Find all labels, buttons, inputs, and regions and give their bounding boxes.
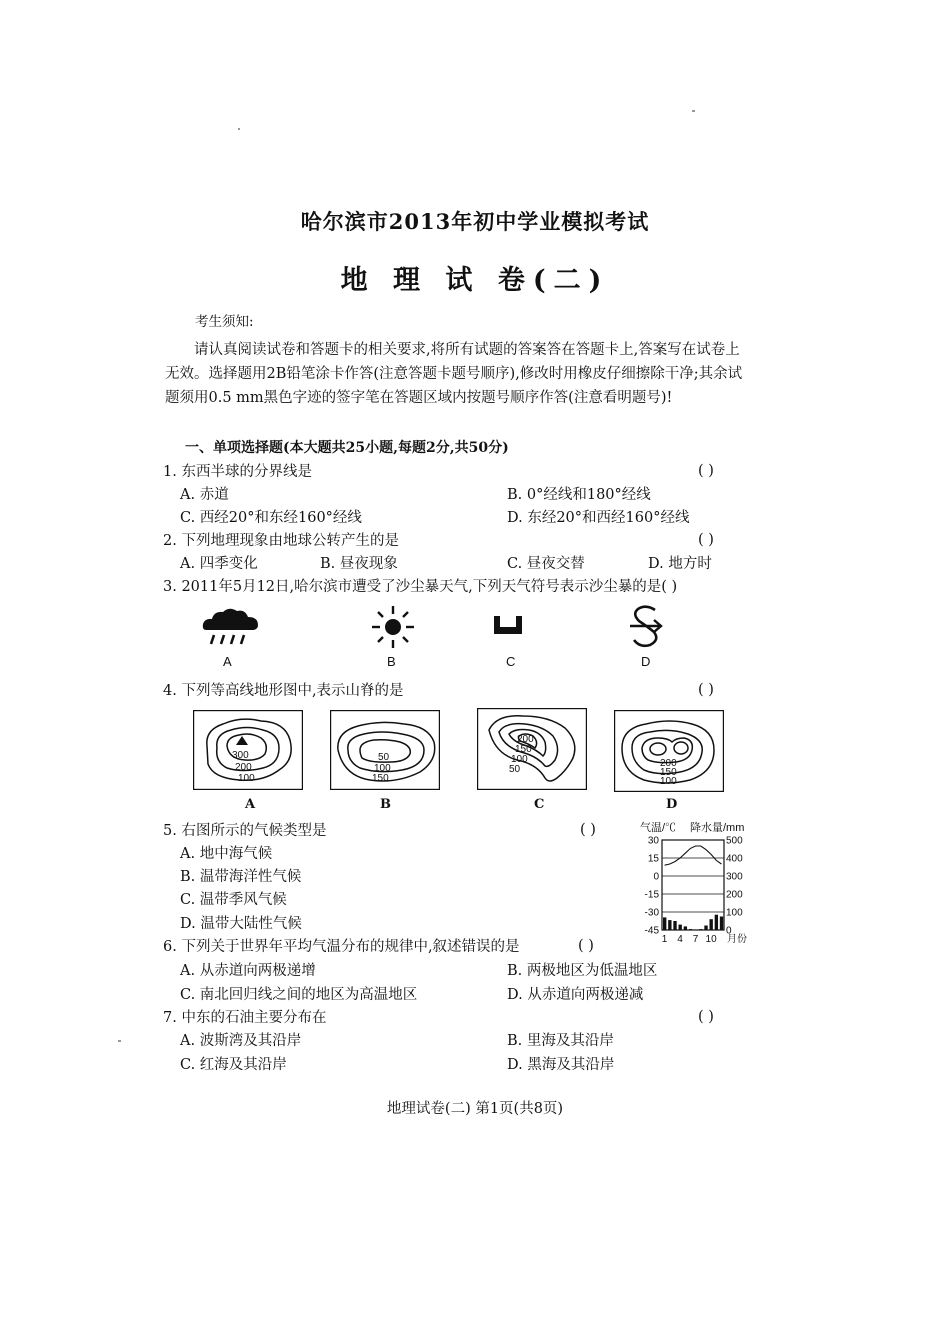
section-heading: 一、单项选择题(本大题共25小题,每题2分,共50分)	[185, 440, 509, 456]
contour-map-a	[193, 710, 303, 790]
map-d-label-100: 100	[660, 776, 677, 787]
map-c-label-100: 100	[511, 754, 528, 765]
precipitation-bar	[710, 919, 713, 930]
scan-speck	[692, 110, 695, 112]
chart-left-tick: 15	[647, 853, 659, 865]
map-c-label-50: 50	[509, 764, 521, 775]
chart-right-tick: 100	[726, 907, 743, 919]
q4-label-b: B	[380, 797, 391, 812]
precipitation-bar	[679, 925, 682, 930]
chart-left-tick: -15	[644, 889, 659, 901]
q6-option-a: A. 从赤道向两极递增	[180, 963, 316, 979]
q1-option-c: C. 西经20°和东经160°经线	[180, 510, 362, 526]
q2-answer-paren: ( )	[698, 532, 714, 548]
precipitation-bar	[715, 915, 718, 930]
precipitation-bar	[694, 929, 697, 930]
precipitation-bar	[684, 926, 687, 930]
precipitation-bar	[668, 920, 671, 930]
notice-text: 请认真阅读试卷和答题卡的相关要求,将所有试题的答案答在答题卡上,答案写在试卷上无效。选择题用2B铅笔涂卡作答(注意答题卡题号顺序),修改时用橡皮仔细擦除干净;其余试题须用0.5 mm黑色字迹的签字笔在答题区域内按题号顺序作答(注意看明题号)!	[165, 342, 743, 406]
q7-answer-paren: ( )	[698, 1009, 714, 1025]
chart-right-tick: 0	[726, 925, 732, 937]
q2-option-a: A. 四季变化	[180, 556, 258, 572]
q2-option-b: B. 昼夜现象	[320, 556, 398, 572]
map-b-label-50: 50	[378, 752, 390, 763]
chart-left-tick: 0	[653, 871, 659, 883]
notice-label: 考生须知:	[195, 314, 254, 330]
q2-option-c: C. 昼夜交替	[507, 556, 585, 572]
q6-option-b: B. 两极地区为低温地区	[507, 963, 658, 979]
precipitation-bar	[663, 917, 666, 930]
map-d-label-150: 150	[660, 767, 677, 778]
chart-right-tick: 200	[726, 889, 743, 901]
q4-stem: 4. 下列等高线地形图中,表示山脊的是	[163, 683, 404, 699]
q6-stem: 6. 下列关于世界年平均气温分布的规律中,叙述错误的是	[163, 939, 520, 955]
q5-option-a: A. 地中海气候	[180, 846, 273, 862]
map-d-label-200: 200	[660, 758, 677, 769]
q2-stem: 2. 下列地理现象由地球公转产生的是	[163, 533, 399, 549]
q3-label-d: D	[641, 654, 651, 669]
chart-right-tick: 300	[726, 871, 743, 883]
chart-ylabel-left: 气温/℃	[640, 822, 677, 834]
chart-xlabel: 月份	[727, 934, 747, 945]
precipitation-bar	[720, 917, 723, 931]
page-footer: 地理试卷(二) 第1页(共8页)	[386, 1101, 564, 1117]
scan-speck	[118, 1040, 121, 1042]
map-a-label-300: 300	[232, 750, 249, 761]
q6-answer-paren: ( )	[578, 938, 594, 954]
precipitation-bar	[689, 929, 692, 930]
q4-answer-paren: ( )	[698, 682, 714, 698]
q5-option-c: C. 温带季风气候	[180, 892, 287, 908]
chart-right-tick: 400	[726, 853, 743, 865]
chart-x-tick: 4	[677, 934, 683, 945]
q1-option-b: B. 0°经线和180°经线	[507, 487, 651, 503]
q4-label-d: D	[666, 797, 678, 812]
climate-chart	[632, 818, 750, 950]
map-a-label-200: 200	[235, 762, 252, 773]
q6-option-c: C. 南北回归线之间的地区为高温地区	[180, 987, 418, 1003]
q3-label-a: A	[223, 654, 232, 669]
precipitation-bar	[704, 926, 707, 931]
chart-left-tick: -30	[644, 907, 659, 919]
scan-speck	[238, 128, 240, 130]
exam-title: 哈尔滨市2013年初中学业模拟考试	[300, 209, 650, 234]
contour-map-b	[330, 710, 440, 790]
q5-option-b: B. 温带海洋性气候	[180, 869, 302, 885]
q3-label-b: B	[387, 654, 396, 669]
chart-x-tick: 7	[692, 934, 699, 945]
q1-option-d: D. 东经20°和西经160°经线	[507, 510, 690, 526]
q2-option-d: D. 地方时	[648, 556, 712, 572]
map-c-label-200: 200	[517, 734, 534, 745]
q3-label-c: C	[506, 654, 516, 669]
map-b-label-100: 100	[374, 763, 391, 774]
temperature-line	[665, 846, 722, 865]
contour-map-d	[614, 710, 724, 792]
q3-stem: 3. 2011年5月12日,哈尔滨市遭受了沙尘暴天气,下列天气符号表示沙尘暴的是( )	[163, 579, 678, 595]
chart-right-tick: 500	[726, 835, 743, 847]
q4-label-a: A	[245, 797, 256, 812]
map-a-label-100: 100	[238, 773, 255, 784]
chart-left-tick: -45	[644, 925, 659, 937]
fog-bracket-icon	[492, 614, 524, 636]
notice-body	[165, 338, 750, 410]
q1-stem: 1. 东西半球的分界线是	[163, 464, 312, 480]
q1-option-a: A. 赤道	[180, 487, 229, 503]
sun-icon	[370, 604, 416, 650]
precipitation-bar	[699, 929, 702, 930]
chart-left-tick: 30	[647, 835, 659, 847]
q4-label-c: C	[534, 797, 545, 812]
q7-stem: 7. 中东的石油主要分布在	[163, 1010, 327, 1026]
chart-x-tick: 1	[661, 934, 668, 945]
precipitation-bar	[673, 921, 676, 930]
sandstorm-icon	[628, 604, 664, 648]
q7-option-d: D. 黑海及其沿岸	[507, 1057, 615, 1073]
q5-answer-paren: ( )	[580, 822, 596, 838]
map-c-label-150: 150	[515, 744, 532, 755]
exam-subtitle: 地 理 试 卷(二)	[340, 265, 610, 296]
q6-option-d: D. 从赤道向两极递减	[507, 987, 644, 1003]
contour-map-c	[477, 708, 587, 790]
q7-option-b: B. 里海及其沿岸	[507, 1033, 614, 1049]
chart-ylabel-right: 降水量/mm	[690, 822, 745, 834]
chart-x-tick: 10	[705, 934, 717, 945]
q7-option-a: A. 波斯湾及其沿岸	[180, 1033, 302, 1049]
q7-option-c: C. 红海及其沿岸	[180, 1057, 287, 1073]
map-b-label-150: 150	[372, 773, 389, 784]
q5-option-d: D. 温带大陆性气候	[180, 916, 302, 932]
q1-answer-paren: ( )	[698, 463, 714, 479]
q5-stem: 5. 右图所示的气候类型是	[163, 823, 327, 839]
rain-cloud-icon	[200, 606, 264, 650]
